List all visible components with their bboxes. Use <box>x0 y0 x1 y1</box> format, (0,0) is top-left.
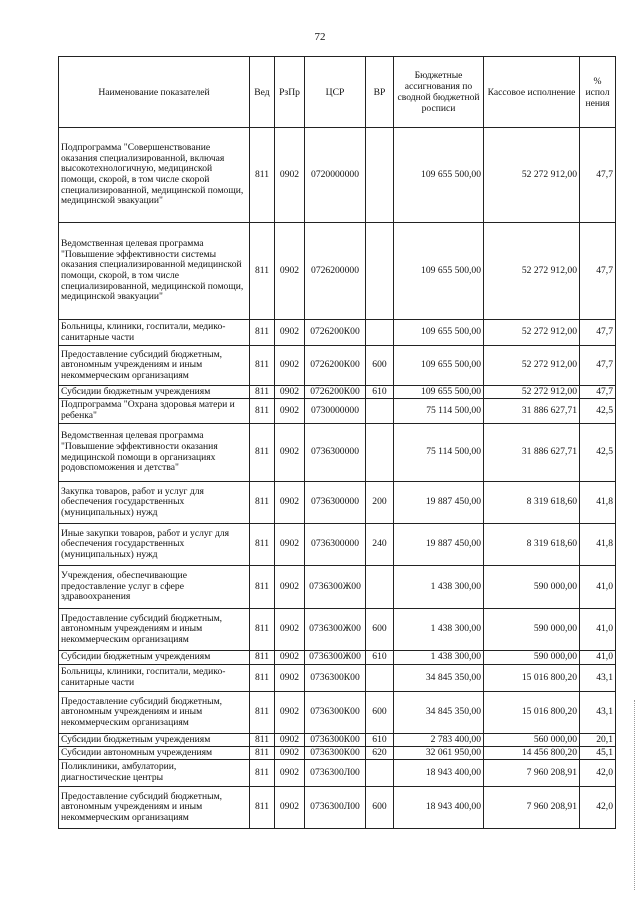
cell-pct: 41,0 <box>580 651 616 665</box>
cell-rzpr: 0902 <box>275 651 305 665</box>
cell-csr: 0736300Ж00 <box>305 566 366 609</box>
cell-assign: 109 655 500,00 <box>394 346 484 386</box>
cell-csr: 0736300Л00 <box>305 787 366 829</box>
cell-cash: 8 319 618,60 <box>484 482 580 524</box>
cell-cash: 15 016 800,20 <box>484 665 580 692</box>
cell-vr: 610 <box>366 734 394 747</box>
cell-vr <box>366 760 394 787</box>
table-row <box>59 424 616 482</box>
header-rzpr: РзПр <box>275 57 305 128</box>
cell-pct: 41,0 <box>580 566 616 609</box>
cell-ved: 811 <box>250 665 275 692</box>
cell-assign: 1 438 300,00 <box>394 651 484 665</box>
cell-rzpr: 0902 <box>275 692 305 734</box>
cell-assign: 1 438 300,00 <box>394 609 484 651</box>
cell-csr: 0736300000 <box>305 524 366 566</box>
table-row <box>59 760 616 787</box>
cell-csr: 0730000000 <box>305 399 366 424</box>
cell-assign: 109 655 500,00 <box>394 386 484 399</box>
table-row <box>59 651 616 665</box>
cell-name: Субсидии бюджетным учреждениям <box>59 651 250 665</box>
table-row <box>59 386 616 399</box>
table-row <box>59 665 616 692</box>
cell-cash: 31 886 627,71 <box>484 424 580 482</box>
cell-cash: 31 886 627,71 <box>484 399 580 424</box>
cell-pct: 20,1 <box>580 734 616 747</box>
cell-ved: 811 <box>250 128 275 223</box>
cell-assign: 34 845 350,00 <box>394 692 484 734</box>
cell-rzpr: 0902 <box>275 399 305 424</box>
cell-cash: 14 456 800,20 <box>484 747 580 760</box>
cell-cash: 15 016 800,20 <box>484 692 580 734</box>
cell-assign: 19 887 450,00 <box>394 482 484 524</box>
cell-vr: 600 <box>366 609 394 651</box>
cell-vr <box>366 223 394 320</box>
cell-rzpr: 0902 <box>275 482 305 524</box>
cell-name: Предоставление субсидий бюджетным, автономным учреждениям и иным некоммерческим организациям <box>59 692 250 734</box>
cell-assign: 32 061 950,00 <box>394 747 484 760</box>
cell-vr <box>366 566 394 609</box>
cell-rzpr: 0902 <box>275 386 305 399</box>
cell-vr: 200 <box>366 482 394 524</box>
cell-vr <box>366 399 394 424</box>
cell-name: Подпрограмма "Охрана здоровья матери и ребенка" <box>59 399 250 424</box>
table-row <box>59 399 616 424</box>
cell-ved: 811 <box>250 482 275 524</box>
cell-ved: 811 <box>250 346 275 386</box>
cell-assign: 109 655 500,00 <box>394 223 484 320</box>
cell-csr: 0726200К00 <box>305 346 366 386</box>
cell-ved: 811 <box>250 524 275 566</box>
table-row <box>59 609 616 651</box>
cell-vr: 610 <box>366 651 394 665</box>
header-vr: ВР <box>366 57 394 128</box>
table-row <box>59 566 616 609</box>
cell-cash: 52 272 912,00 <box>484 346 580 386</box>
cell-rzpr: 0902 <box>275 665 305 692</box>
cell-csr: 0736300Ж00 <box>305 609 366 651</box>
cell-ved: 811 <box>250 760 275 787</box>
cell-csr: 0736300Л00 <box>305 760 366 787</box>
cell-name: Иные закупки товаров, работ и услуг для обеспечения государственных (муниципальных) нужд <box>59 524 250 566</box>
cell-csr: 0726200000 <box>305 223 366 320</box>
cell-csr: 0736300К00 <box>305 665 366 692</box>
cell-rzpr: 0902 <box>275 424 305 482</box>
cell-name: Больницы, клиники, госпитали, медико-санитарные части <box>59 320 250 346</box>
table-row <box>59 787 616 829</box>
cell-pct: 42,5 <box>580 399 616 424</box>
cell-cash: 590 000,00 <box>484 609 580 651</box>
cell-csr: 0736300К00 <box>305 747 366 760</box>
cell-cash: 560 000,00 <box>484 734 580 747</box>
cell-name: Субсидии бюджетным учреждениям <box>59 386 250 399</box>
cell-ved: 811 <box>250 747 275 760</box>
cell-vr <box>366 424 394 482</box>
header-assignments: Бюджетные ассигнования по сводной бюджетной росписи <box>394 57 484 128</box>
cell-rzpr: 0902 <box>275 346 305 386</box>
table-header-row <box>59 57 616 128</box>
cell-rzpr: 0902 <box>275 223 305 320</box>
cell-name: Учреждения, обеспечивающие предоставление услуг в сфере здравоохранения <box>59 566 250 609</box>
cell-csr: 0736300000 <box>305 424 366 482</box>
cell-csr: 0736300Ж00 <box>305 651 366 665</box>
header-percent: % испол нения <box>580 57 616 128</box>
cell-pct: 47,7 <box>580 223 616 320</box>
page-number: 72 <box>314 31 326 43</box>
cell-rzpr: 0902 <box>275 787 305 829</box>
cell-assign: 75 114 500,00 <box>394 424 484 482</box>
cell-ved: 811 <box>250 609 275 651</box>
cell-cash: 52 272 912,00 <box>484 320 580 346</box>
cell-assign: 75 114 500,00 <box>394 399 484 424</box>
cell-vr: 600 <box>366 692 394 734</box>
cell-cash: 7 960 208,91 <box>484 787 580 829</box>
cell-vr: 610 <box>366 386 394 399</box>
cell-ved: 811 <box>250 734 275 747</box>
table-row <box>59 482 616 524</box>
cell-assign: 18 943 400,00 <box>394 787 484 829</box>
cell-ved: 811 <box>250 566 275 609</box>
table-row <box>59 524 616 566</box>
cell-ved: 811 <box>250 399 275 424</box>
cell-name: Субсидии бюджетным учреждениям <box>59 734 250 747</box>
header-name: Наименование показателей <box>59 57 250 128</box>
cell-assign: 109 655 500,00 <box>394 320 484 346</box>
table-row <box>59 223 616 320</box>
cell-cash: 52 272 912,00 <box>484 386 580 399</box>
cell-pct: 41,8 <box>580 524 616 566</box>
cell-pct: 42,0 <box>580 787 616 829</box>
cell-rzpr: 0902 <box>275 747 305 760</box>
cell-cash: 52 272 912,00 <box>484 223 580 320</box>
cell-pct: 42,5 <box>580 424 616 482</box>
cell-name: Поликлиники, амбулатории, диагностические центры <box>59 760 250 787</box>
cell-name: Ведомственная целевая программа "Повышение эффективности оказания медицинской помощи в организациях родовспоможения и детства" <box>59 424 250 482</box>
cell-cash: 7 960 208,91 <box>484 760 580 787</box>
cell-assign: 19 887 450,00 <box>394 524 484 566</box>
cell-pct: 47,7 <box>580 346 616 386</box>
cell-ved: 811 <box>250 651 275 665</box>
cell-name: Подпрограмма "Совершенствование оказания специализированной, включая высокотехнологичную, медицинской помощи, скорой, в том числе скорой специализированной, медицинской помощи, медицинской эвакуации" <box>59 128 250 223</box>
cell-vr <box>366 320 394 346</box>
cell-vr: 600 <box>366 787 394 829</box>
cell-vr: 240 <box>366 524 394 566</box>
cell-csr: 0726200К00 <box>305 320 366 346</box>
cell-pct: 43,1 <box>580 692 616 734</box>
cell-pct: 42,0 <box>580 760 616 787</box>
cell-vr <box>366 128 394 223</box>
cell-rzpr: 0902 <box>275 566 305 609</box>
header-ved: Вед <box>250 57 275 128</box>
cell-name: Предоставление субсидий бюджетным, автономным учреждениям и иным некоммерческим организациям <box>59 787 250 829</box>
cell-name: Субсидии автономным учреждениям <box>59 747 250 760</box>
cell-csr: 0726200К00 <box>305 386 366 399</box>
cell-rzpr: 0902 <box>275 128 305 223</box>
cell-rzpr: 0902 <box>275 524 305 566</box>
table-row <box>59 692 616 734</box>
cell-ved: 811 <box>250 223 275 320</box>
cell-name: Ведомственная целевая программа "Повышение эффективности системы оказания специализированной медицинской помощи, скорой, в том числе специализированной, медицинской помощи, медицинской эвакуации" <box>59 223 250 320</box>
cell-assign: 2 783 400,00 <box>394 734 484 747</box>
cell-rzpr: 0902 <box>275 609 305 651</box>
table-body <box>59 128 616 829</box>
cell-ved: 811 <box>250 692 275 734</box>
header-cash-execution: Кассовое исполнение <box>484 57 580 128</box>
cell-pct: 47,7 <box>580 320 616 346</box>
cell-rzpr: 0902 <box>275 320 305 346</box>
cell-rzpr: 0902 <box>275 734 305 747</box>
cell-csr: 0736300К00 <box>305 692 366 734</box>
cell-assign: 1 438 300,00 <box>394 566 484 609</box>
cell-cash: 590 000,00 <box>484 566 580 609</box>
cell-ved: 811 <box>250 424 275 482</box>
table-row <box>59 747 616 760</box>
cell-ved: 811 <box>250 787 275 829</box>
cell-cash: 8 319 618,60 <box>484 524 580 566</box>
table-row <box>59 734 616 747</box>
cell-name: Предоставление субсидий бюджетным, автономным учреждениям и иным некоммерческим организациям <box>59 609 250 651</box>
cell-csr: 0736300К00 <box>305 734 366 747</box>
table-row <box>59 346 616 386</box>
cell-pct: 41,8 <box>580 482 616 524</box>
cell-name: Предоставление субсидий бюджетным, автономным учреждениям и иным некоммерческим организациям <box>59 346 250 386</box>
cell-vr: 620 <box>366 747 394 760</box>
cell-pct: 43,1 <box>580 665 616 692</box>
cell-vr <box>366 665 394 692</box>
cell-assign: 18 943 400,00 <box>394 760 484 787</box>
table-row <box>59 128 616 223</box>
cell-ved: 811 <box>250 386 275 399</box>
budget-execution-table <box>58 56 616 829</box>
cell-rzpr: 0902 <box>275 760 305 787</box>
cell-assign: 34 845 350,00 <box>394 665 484 692</box>
cell-cash: 590 000,00 <box>484 651 580 665</box>
cell-pct: 45,1 <box>580 747 616 760</box>
cell-csr: 0736300000 <box>305 482 366 524</box>
scan-edge-mark <box>634 700 637 890</box>
cell-name: Закупка товаров, работ и услуг для обеспечения государственных (муниципальных) нужд <box>59 482 250 524</box>
cell-cash: 52 272 912,00 <box>484 128 580 223</box>
cell-pct: 41,0 <box>580 609 616 651</box>
table-row <box>59 320 616 346</box>
cell-pct: 47,7 <box>580 128 616 223</box>
cell-vr: 600 <box>366 346 394 386</box>
cell-pct: 47,7 <box>580 386 616 399</box>
header-csr: ЦСР <box>305 57 366 128</box>
cell-csr: 0720000000 <box>305 128 366 223</box>
cell-ved: 811 <box>250 320 275 346</box>
cell-name: Больницы, клиники, госпитали, медико-санитарные части <box>59 665 250 692</box>
cell-assign: 109 655 500,00 <box>394 128 484 223</box>
